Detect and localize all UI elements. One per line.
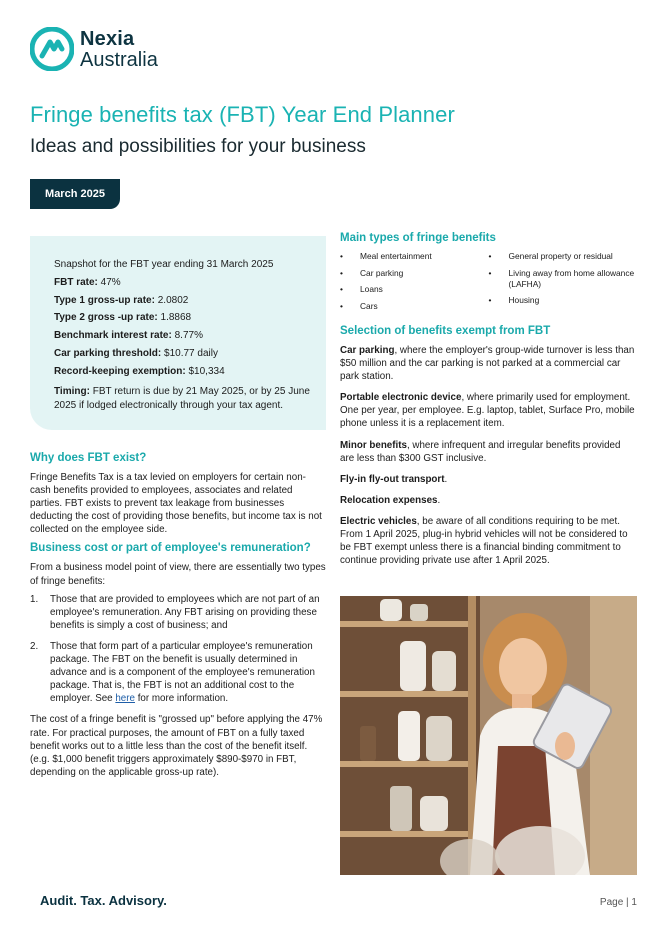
list-text-pre: Those that form part of a particular employee's remuneration package. The FBT on the benefit is usually determined in advance and is a component of the employee's remuneration package. That is, the FBT is not an additional cost to the employer. See [50, 640, 315, 705]
exempt-label: Portable electronic device [340, 392, 462, 404]
page-number: Page | 1 [599, 897, 637, 908]
list-text-post: for more information. [134, 693, 229, 705]
snapshot-row [54, 274, 312, 292]
snapshot-row [54, 345, 312, 363]
exempt-heading: Selection of benefits exempt from FBT [340, 325, 551, 337]
exempt-text: , where the employer's group-wide turnover is less than $50 million and the car parking is not parked at a commercial car park station. [340, 345, 635, 383]
exempt-text: . [444, 473, 448, 485]
exempt-item [340, 391, 637, 430]
bullet: • [488, 267, 492, 278]
list-text: Cars [360, 300, 378, 311]
snapshot-row [54, 327, 312, 345]
snapshot-label: Type 1 gross-up rate: [54, 294, 155, 306]
exempt-item [340, 344, 637, 383]
list-number: 1. [30, 593, 39, 605]
list-item [340, 268, 489, 279]
snapshot-timing [54, 385, 312, 413]
bullet: • [340, 251, 343, 261]
snapshot-value: 8.77% [171, 330, 203, 342]
list-text: Housing [508, 295, 540, 305]
exempt-item [340, 439, 637, 465]
business-heading: Business cost or part of employee's remuneration? [30, 542, 311, 555]
exempt-label: Relocation expenses [340, 494, 438, 506]
bullet: • [488, 295, 492, 305]
list-item [489, 251, 638, 262]
bullet: • [340, 284, 343, 294]
snapshot-label: Car parking threshold: [54, 347, 162, 359]
types-col-2 [489, 251, 638, 317]
nexia-logo [30, 27, 158, 71]
left-column [30, 446, 326, 784]
list-item [340, 301, 489, 312]
exempt-item [340, 473, 637, 486]
page-title: Fringe benefits tax (FBT) Year End Planner [30, 102, 455, 127]
business-list [30, 593, 326, 706]
snapshot-value: 2.0802 [154, 294, 189, 306]
list-text: Living away from home allowance (LAFHA) [508, 267, 635, 289]
snapshot-value: 1.8868 [157, 312, 192, 324]
list-item [30, 593, 326, 632]
snapshot-label: Benchmark interest rate: [54, 330, 172, 342]
list-item [489, 268, 638, 290]
brand-name: Nexia [80, 27, 135, 50]
list-text: General property or residual [508, 251, 613, 261]
list-item [340, 284, 489, 295]
list-item [489, 295, 638, 306]
snapshot-value: 47% [97, 276, 121, 288]
list-text: Loans [360, 284, 383, 294]
timing-label: Timing: [54, 385, 90, 397]
list-item [340, 251, 489, 262]
exempt-text: , where primarily used for employment. One per year, per employee. E.g. laptop, tablet, Surface Pro, mobile phone unless it is a replacement item. [340, 392, 635, 430]
business-intro: From a business model point of view, there are essentially two types of fringe benefits: [30, 562, 326, 587]
bullet: • [488, 251, 492, 261]
types-list [340, 251, 637, 317]
exempt-item [340, 515, 637, 567]
exempt-label: Fly-in fly-out transport [340, 473, 445, 485]
exempt-text: , where infrequent and irregular benefits provided are less than $300 GST inclusive. [340, 439, 621, 464]
list-number: 2. [30, 640, 39, 652]
woman-with-tablet-photo [340, 596, 637, 875]
exempt-item [340, 494, 637, 507]
snapshot-label: Type 2 gross -up rate: [54, 312, 158, 324]
snapshot-row [54, 309, 312, 327]
snapshot-heading: Snapshot for the FBT year ending 31 March 2025 [54, 259, 274, 270]
more-info-link[interactable]: here [115, 693, 135, 705]
right-column [340, 232, 637, 575]
snapshot-label: Record-keeping exemption: [54, 365, 186, 377]
exempt-text: , be aware of all conditions requiring to be met. From 1 April 2025, plug-in hybrid vehicles will not be considered to be FBT exempt unless there is a financial binding commitment to continue providing private use after 1 April 2025. [340, 515, 628, 567]
why-heading: Why does FBT exist? [30, 452, 147, 464]
snapshot-value: $10.77 daily [161, 347, 218, 359]
exempt-label: Electric vehicles [340, 515, 417, 527]
exempt-text: . [437, 494, 441, 506]
types-heading: Main types of fringe benefits [340, 232, 496, 244]
bullet: • [340, 300, 343, 311]
snapshot-label: FBT rate: [54, 276, 98, 288]
list-text: Those that are provided to employees which are not part of an employee's remuneration. Any FBT arising on providing these benefits is simply a cost of business; and [50, 593, 320, 631]
business-closing: The cost of a fringe benefit is "grossed up" before applying the 47% rate. For practical purposes, the amount of FBT on a fully taxed benefit works out to a little less than the cost of the benefit itself. (e.g. $1,000 benefit triggers approximately $890-$970 in FBT, depending on the applicable gross-up rate). [30, 714, 323, 778]
timing-text: FBT return is due by 21 May 2025, or by 25 June 2025 if lodged electronically through your tax agent. [54, 385, 310, 411]
list-text: Meal entertainment [360, 251, 432, 261]
snapshot-row [54, 363, 312, 381]
nexia-logo-icon [30, 27, 74, 71]
list-item [30, 640, 326, 705]
bullet: • [340, 267, 343, 278]
list-text [50, 640, 326, 705]
exempt-label: Car parking [340, 345, 395, 356]
why-text: Fringe Benefits Tax is a tax levied on employers for certain non-cash benefits provided to employees, associates and related parties. FBT exists to prevent tax leakage from businesses deducting the cost of providing those benefits, but income tax is not collected on the employee side. [30, 472, 322, 536]
list-text: Car parking [360, 267, 404, 278]
types-col-1 [340, 251, 489, 317]
brand-region: Australia [80, 48, 158, 71]
snapshot-row [54, 292, 312, 310]
date-badge: March 2025 [30, 179, 120, 209]
exempt-label: Minor benefits [340, 439, 407, 451]
snapshot-value: $10,334 [185, 365, 225, 377]
snapshot-box [30, 236, 326, 430]
page-subtitle: Ideas and possibilities for your business [30, 136, 366, 157]
footer-tagline: Audit. Tax. Advisory. [40, 893, 167, 908]
